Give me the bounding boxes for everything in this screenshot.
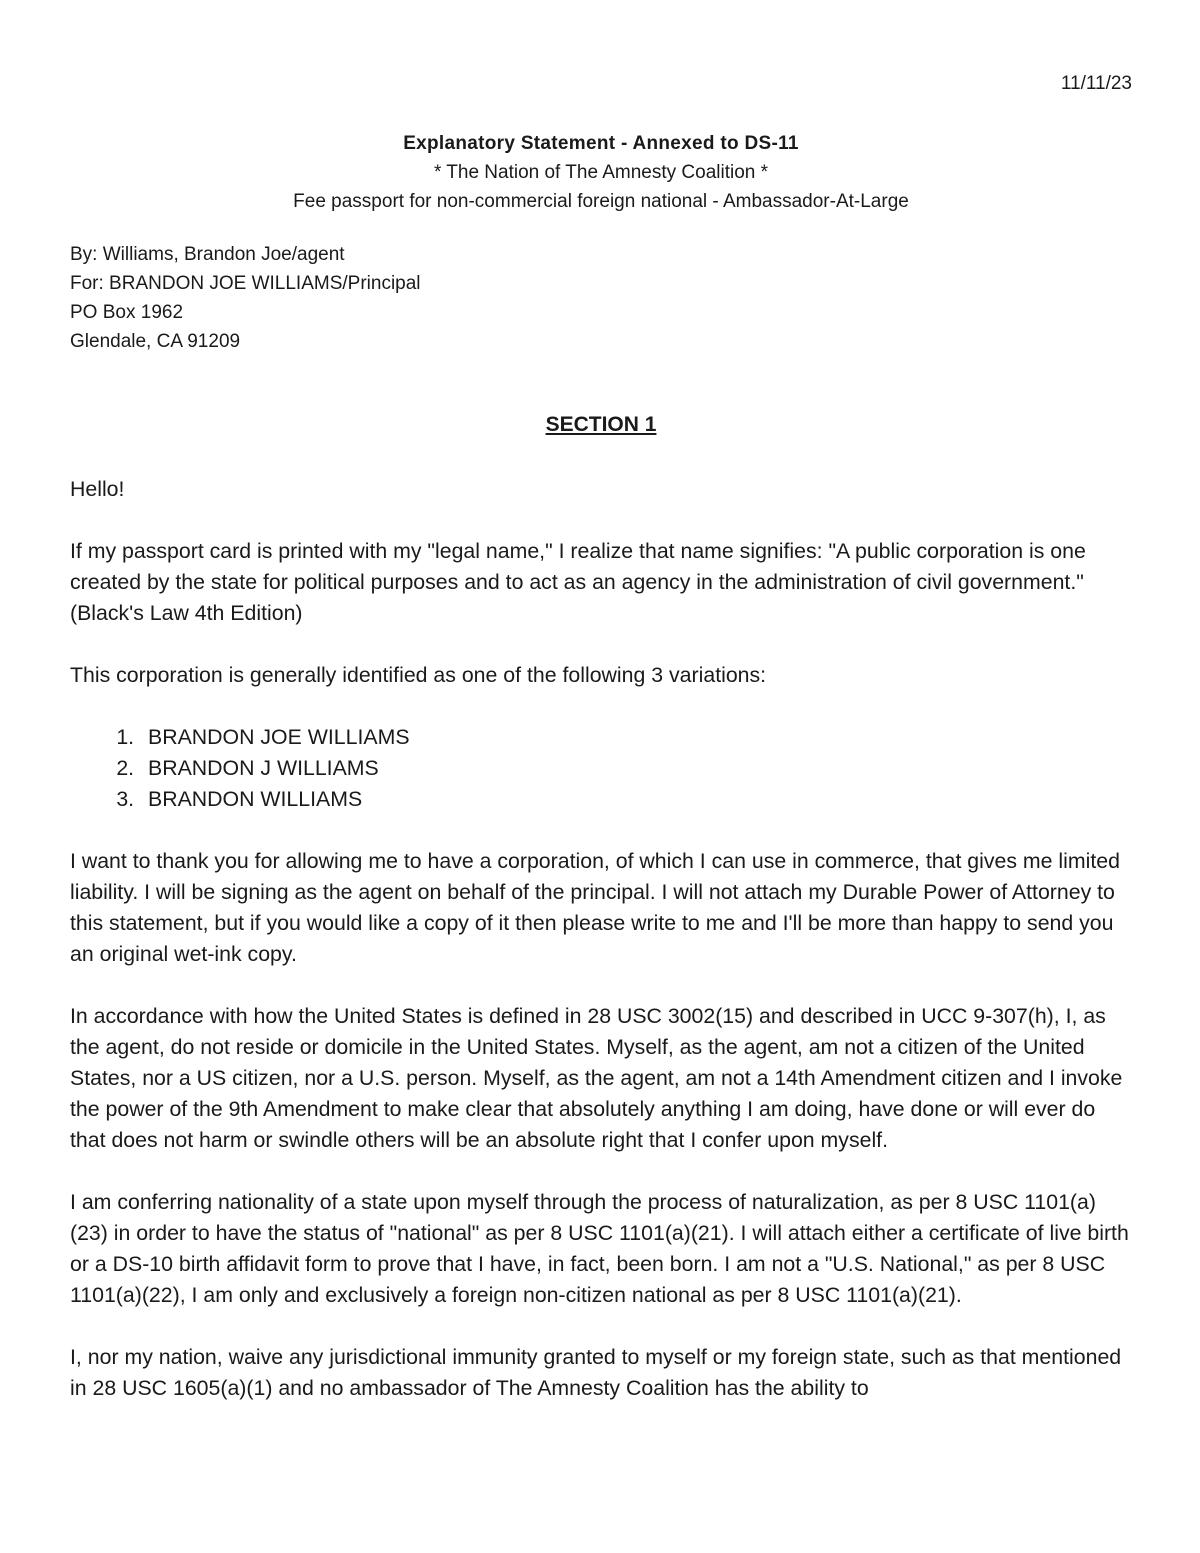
paragraph-legal-name: If my passport card is printed with my "legal name," I realize that name signifies: "A public corporation is one created by the state for political purposes and to act as an agency in the administration of civil government." (Black's Law 4th Edition) [70,539,1086,625]
address-po-box: PO Box 1962 [70,302,184,323]
greeting: Hello! [70,477,125,501]
paragraph-thanks: I want to thank you for allowing me to have a corporation, of which I can use in commerce, that gives me limited liability. I will be signing as the agent on behalf of the principal. I will not attach my Durable Power of Attorney to this statement, but if you would like a copy of it then please write to me and I'll be more than happy to send you an original wet-ink copy. [70,849,1120,966]
section-title: SECTION 1 [545,413,657,436]
address-by: By: Williams, Brandon Joe/agent [70,244,345,265]
address-block [70,240,421,356]
paragraph-united-states: In accordance with how the United States is defined in 28 USC 3002(15) and described in UCC 9-307(h), I, as the agent, do not reside or domicile in the United States. Myself, as the agent, am not a citizen of the United States, nor a US citizen, nor a U.S. person. Myself, as the agent, am not a 14th Amendment citizen and I invoke the power of the 9th Amendment to make clear that absolutely anything I am doing, have done or will ever do that does not harm or swindle others will be an absolute right that I confer upon myself. [70,1004,1123,1152]
document-title: Explanatory Statement - Annexed to DS-11 [403,133,799,154]
document-subtitle: * The Nation of The Amnesty Coalition * [433,162,769,183]
list-item: 3. BRANDON WILLIAMS [140,784,1132,815]
document-body [70,474,1132,1435]
list-item: 2. BRANDON J WILLIAMS [140,753,1132,784]
paragraph-immunity: I, nor my nation, waive any jurisdictional immunity granted to myself or my foreign state, such as that mentioned in 28 USC 1605(a)(1) and no ambassador of The Amnesty Coalition has the ability to [70,1345,1122,1400]
document-date: 11/11/23 [1060,73,1132,94]
address-city: Glendale, CA 91209 [70,331,241,352]
document-description: Fee passport for non-commercial foreign national - Ambassador-At-Large [293,191,909,212]
paragraph-variations-intro: This corporation is generally identified as one of the following 3 variations: [70,663,767,687]
document-header [70,129,1132,216]
variations-list [70,722,1132,815]
list-item: 1. BRANDON JOE WILLIAMS [140,722,1132,753]
paragraph-nationality: I am conferring nationality of a state upon myself through the process of naturalization, as per 8 USC 1101(a)(23) in order to have the status of "national" as per 8 USC 1101(a)(21). I will attach either a certificate of live birth or a DS-10 birth affidavit form to prove that I have, in fact, been born. I am not a "U.S. National," as per 8 USC 1101(a)(22), I am only and exclusively a foreign non-citizen national as per 8 USC 1101(a)(21). [70,1190,1129,1307]
document-page [70,0,1132,1553]
address-for: For: BRANDON JOE WILLIAMS/Principal [70,273,421,294]
